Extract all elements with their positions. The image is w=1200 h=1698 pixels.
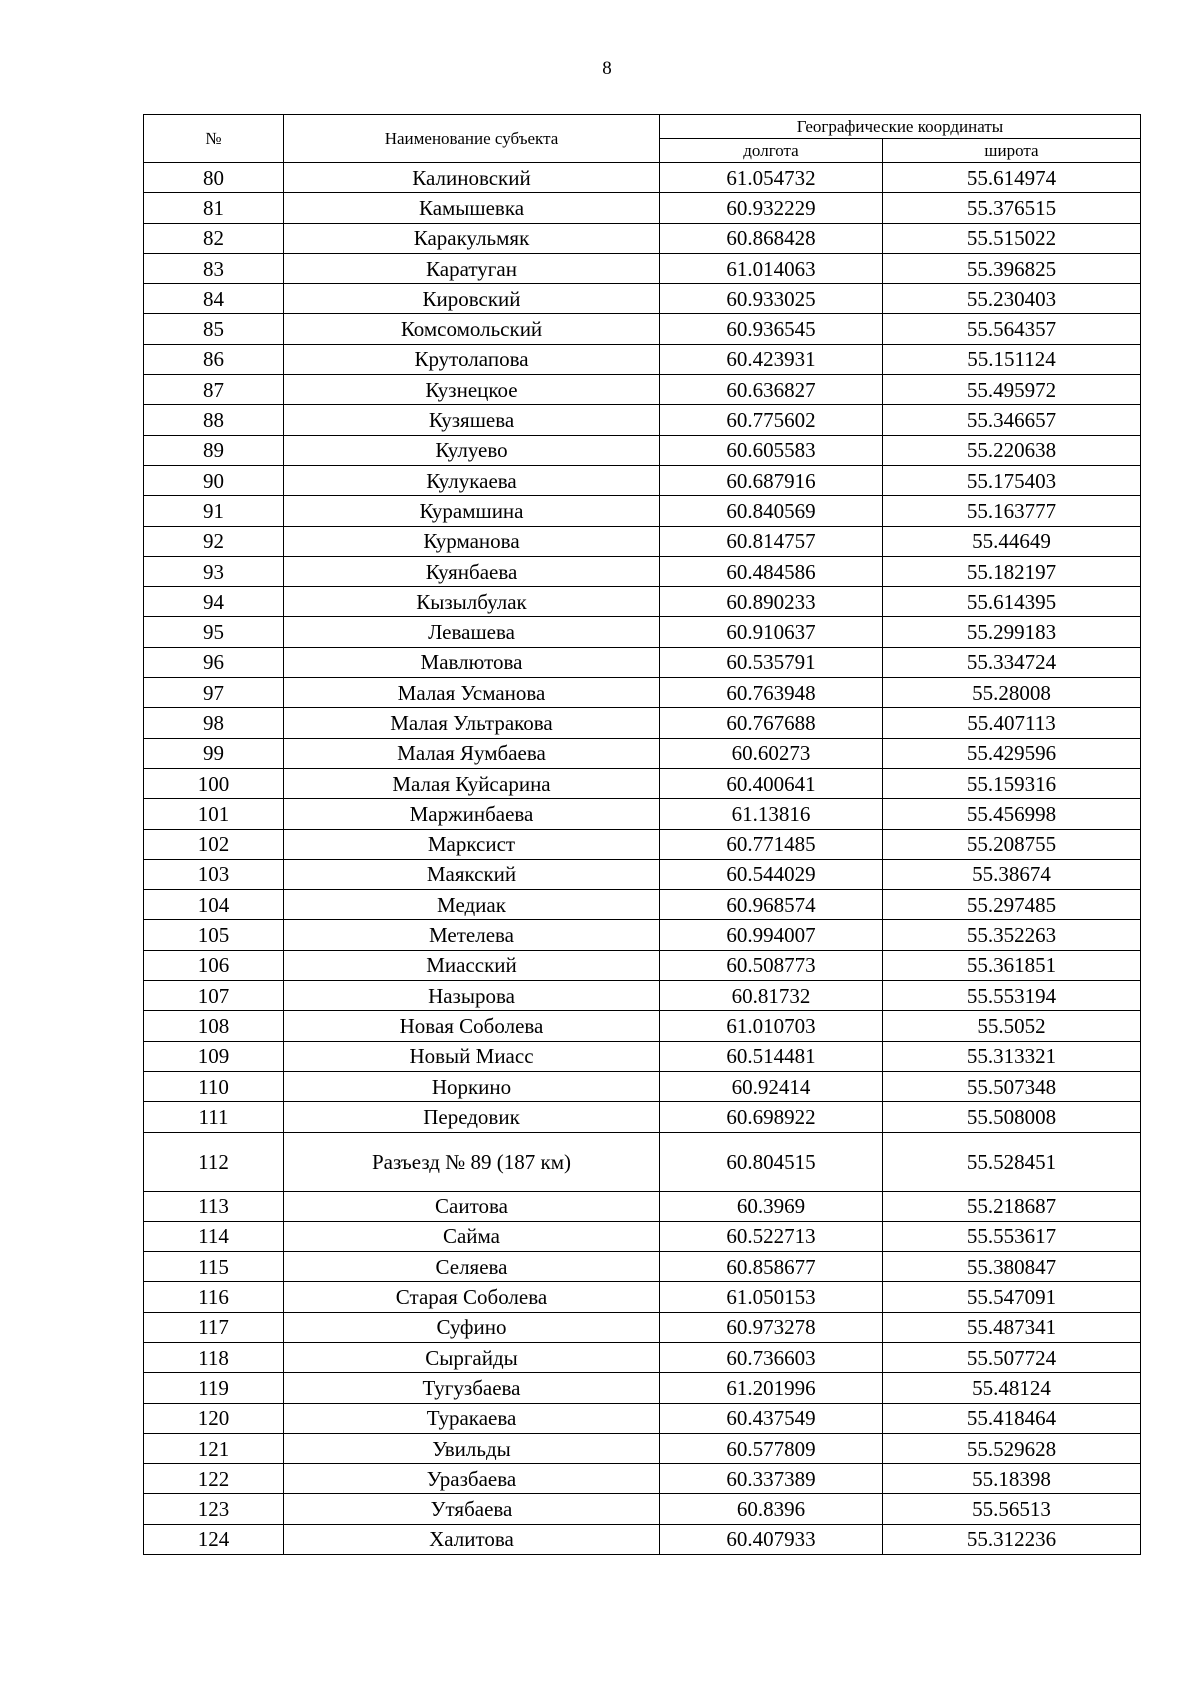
table-row [144, 526, 1141, 556]
cell-name: Мавлютова [284, 647, 660, 677]
table-row [144, 950, 1141, 980]
cell-number: 89 [144, 435, 284, 465]
cell-longitude: 60.910637 [660, 617, 883, 647]
cell-latitude: 55.507724 [883, 1342, 1141, 1372]
table-row [144, 1312, 1141, 1342]
table-row [144, 1191, 1141, 1221]
cell-number: 105 [144, 920, 284, 950]
cell-number: 112 [144, 1132, 284, 1191]
cell-number: 94 [144, 587, 284, 617]
cell-latitude: 55.48124 [883, 1373, 1141, 1403]
cell-latitude: 55.614974 [883, 163, 1141, 193]
table-row [144, 1464, 1141, 1494]
cell-number: 90 [144, 465, 284, 495]
cell-longitude: 60.968574 [660, 890, 883, 920]
cell-number: 91 [144, 496, 284, 526]
cell-name: Кузнецкое [284, 375, 660, 405]
cell-latitude: 55.487341 [883, 1312, 1141, 1342]
cell-longitude: 60.890233 [660, 587, 883, 617]
table-row [144, 1524, 1141, 1554]
header-name: Наименование субъекта [284, 115, 660, 163]
table-row [144, 890, 1141, 920]
cell-latitude: 55.175403 [883, 465, 1141, 495]
cell-name: Курманова [284, 526, 660, 556]
table-row [144, 920, 1141, 950]
table-row [144, 405, 1141, 435]
cell-number: 110 [144, 1071, 284, 1101]
table-row [144, 799, 1141, 829]
cell-longitude: 60.522713 [660, 1221, 883, 1251]
cell-name: Передовик [284, 1102, 660, 1132]
table-row [144, 1403, 1141, 1433]
cell-latitude: 55.396825 [883, 253, 1141, 283]
cell-number: 98 [144, 708, 284, 738]
cell-number: 109 [144, 1041, 284, 1071]
cell-name: Камышевка [284, 193, 660, 223]
cell-number: 107 [144, 981, 284, 1011]
cell-longitude: 60.840569 [660, 496, 883, 526]
cell-name: Маржинбаева [284, 799, 660, 829]
cell-name: Каракульмяк [284, 223, 660, 253]
cell-latitude: 55.5052 [883, 1011, 1141, 1041]
cell-name: Утябаева [284, 1494, 660, 1524]
cell-latitude: 55.495972 [883, 375, 1141, 405]
cell-name: Левашева [284, 617, 660, 647]
cell-longitude: 61.010703 [660, 1011, 883, 1041]
cell-number: 81 [144, 193, 284, 223]
header-latitude: широта [883, 139, 1141, 163]
cell-number: 108 [144, 1011, 284, 1041]
cell-name: Куянбаева [284, 556, 660, 586]
cell-longitude: 60.767688 [660, 708, 883, 738]
table-row [144, 496, 1141, 526]
cell-latitude: 55.28008 [883, 678, 1141, 708]
table-row [144, 708, 1141, 738]
cell-name: Кулукаева [284, 465, 660, 495]
cell-number: 92 [144, 526, 284, 556]
cell-number: 99 [144, 738, 284, 768]
cell-latitude: 55.508008 [883, 1102, 1141, 1132]
cell-name: Разъезд № 89 (187 км) [284, 1132, 660, 1191]
table-row [144, 587, 1141, 617]
cell-number: 124 [144, 1524, 284, 1554]
table-row [144, 314, 1141, 344]
cell-latitude: 55.553617 [883, 1221, 1141, 1251]
cell-longitude: 60.763948 [660, 678, 883, 708]
cell-name: Халитова [284, 1524, 660, 1554]
cell-number: 103 [144, 859, 284, 889]
coordinates-table [143, 114, 1141, 1555]
cell-name: Туракаева [284, 1403, 660, 1433]
cell-latitude: 55.163777 [883, 496, 1141, 526]
cell-longitude: 60.535791 [660, 647, 883, 677]
cell-longitude: 60.484586 [660, 556, 883, 586]
cell-longitude: 60.814757 [660, 526, 883, 556]
cell-number: 120 [144, 1403, 284, 1433]
cell-number: 116 [144, 1282, 284, 1312]
table-row [144, 678, 1141, 708]
cell-longitude: 61.201996 [660, 1373, 883, 1403]
cell-longitude: 61.050153 [660, 1282, 883, 1312]
table-row [144, 617, 1141, 647]
cell-name: Крутолапова [284, 344, 660, 374]
cell-number: 119 [144, 1373, 284, 1403]
cell-longitude: 60.775602 [660, 405, 883, 435]
cell-longitude: 60.514481 [660, 1041, 883, 1071]
cell-longitude: 60.577809 [660, 1433, 883, 1463]
cell-longitude: 60.423931 [660, 344, 883, 374]
cell-latitude: 55.361851 [883, 950, 1141, 980]
cell-longitude: 60.687916 [660, 465, 883, 495]
cell-name: Малая Яумбаева [284, 738, 660, 768]
cell-number: 104 [144, 890, 284, 920]
header-number: № [144, 115, 284, 163]
cell-latitude: 55.313321 [883, 1041, 1141, 1071]
cell-name: Миасский [284, 950, 660, 980]
cell-longitude: 60.933025 [660, 284, 883, 314]
cell-name: Норкино [284, 1071, 660, 1101]
cell-number: 118 [144, 1342, 284, 1372]
cell-latitude: 55.18398 [883, 1464, 1141, 1494]
cell-name: Сыргайды [284, 1342, 660, 1372]
cell-number: 122 [144, 1464, 284, 1494]
cell-latitude: 55.418464 [883, 1403, 1141, 1433]
cell-latitude: 55.380847 [883, 1252, 1141, 1282]
cell-name: Маякский [284, 859, 660, 889]
cell-latitude: 55.352263 [883, 920, 1141, 950]
cell-latitude: 55.553194 [883, 981, 1141, 1011]
table-row [144, 223, 1141, 253]
table-row [144, 1373, 1141, 1403]
cell-number: 93 [144, 556, 284, 586]
cell-name: Кировский [284, 284, 660, 314]
cell-longitude: 60.994007 [660, 920, 883, 950]
cell-latitude: 55.515022 [883, 223, 1141, 253]
cell-name: Назырова [284, 981, 660, 1011]
table-row [144, 556, 1141, 586]
table-row [144, 435, 1141, 465]
table-row [144, 859, 1141, 889]
cell-longitude: 60.636827 [660, 375, 883, 405]
cell-number: 111 [144, 1102, 284, 1132]
cell-latitude: 55.297485 [883, 890, 1141, 920]
cell-name: Малая Куйсарина [284, 768, 660, 798]
cell-longitude: 60.60273 [660, 738, 883, 768]
table-header [144, 115, 1141, 163]
header-coords-group: Географические координаты [660, 115, 1141, 139]
cell-longitude: 60.337389 [660, 1464, 883, 1494]
table-row [144, 465, 1141, 495]
cell-name: Увильды [284, 1433, 660, 1463]
table-row [144, 1132, 1141, 1191]
cell-number: 101 [144, 799, 284, 829]
cell-name: Суфино [284, 1312, 660, 1342]
cell-longitude: 60.407933 [660, 1524, 883, 1554]
cell-longitude: 61.014063 [660, 253, 883, 283]
cell-latitude: 55.182197 [883, 556, 1141, 586]
table-row [144, 1221, 1141, 1251]
cell-number: 85 [144, 314, 284, 344]
cell-latitude: 55.507348 [883, 1071, 1141, 1101]
cell-latitude: 55.56513 [883, 1494, 1141, 1524]
table-row [144, 1252, 1141, 1282]
cell-name: Комсомольский [284, 314, 660, 344]
table-body [144, 163, 1141, 1555]
cell-latitude: 55.407113 [883, 708, 1141, 738]
cell-number: 95 [144, 617, 284, 647]
cell-name: Калиновский [284, 163, 660, 193]
cell-latitude: 55.529628 [883, 1433, 1141, 1463]
cell-name: Саитова [284, 1191, 660, 1221]
table-row [144, 647, 1141, 677]
cell-name: Новый Миасс [284, 1041, 660, 1071]
table-row [144, 1041, 1141, 1071]
cell-latitude: 55.38674 [883, 859, 1141, 889]
cell-name: Тугузбаева [284, 1373, 660, 1403]
table-row [144, 1011, 1141, 1041]
cell-name: Медиак [284, 890, 660, 920]
cell-name: Старая Соболева [284, 1282, 660, 1312]
cell-number: 114 [144, 1221, 284, 1251]
cell-latitude: 55.528451 [883, 1132, 1141, 1191]
cell-longitude: 60.8396 [660, 1494, 883, 1524]
cell-longitude: 60.868428 [660, 223, 883, 253]
cell-number: 115 [144, 1252, 284, 1282]
cell-name: Сайма [284, 1221, 660, 1251]
cell-latitude: 55.159316 [883, 768, 1141, 798]
cell-longitude: 60.508773 [660, 950, 883, 980]
cell-number: 100 [144, 768, 284, 798]
cell-longitude: 61.13816 [660, 799, 883, 829]
cell-name: Каратуган [284, 253, 660, 283]
cell-longitude: 60.736603 [660, 1342, 883, 1372]
table-row [144, 981, 1141, 1011]
cell-longitude: 60.932229 [660, 193, 883, 223]
cell-latitude: 55.151124 [883, 344, 1141, 374]
cell-number: 106 [144, 950, 284, 980]
cell-longitude: 60.81732 [660, 981, 883, 1011]
table-row [144, 193, 1141, 223]
cell-number: 121 [144, 1433, 284, 1463]
cell-latitude: 55.44649 [883, 526, 1141, 556]
cell-name: Курамшина [284, 496, 660, 526]
table-row [144, 829, 1141, 859]
cell-longitude: 60.92414 [660, 1071, 883, 1101]
cell-longitude: 60.804515 [660, 1132, 883, 1191]
cell-latitude: 55.346657 [883, 405, 1141, 435]
cell-number: 87 [144, 375, 284, 405]
cell-name: Селяева [284, 1252, 660, 1282]
cell-latitude: 55.299183 [883, 617, 1141, 647]
cell-number: 88 [144, 405, 284, 435]
cell-longitude: 60.437549 [660, 1403, 883, 1433]
cell-longitude: 60.698922 [660, 1102, 883, 1132]
cell-number: 80 [144, 163, 284, 193]
cell-name: Новая Соболева [284, 1011, 660, 1041]
table-row [144, 163, 1141, 193]
cell-number: 83 [144, 253, 284, 283]
cell-name: Уразбаева [284, 1464, 660, 1494]
header-longitude: долгота [660, 139, 883, 163]
cell-name: Кулуево [284, 435, 660, 465]
cell-name: Метелева [284, 920, 660, 950]
cell-latitude: 55.230403 [883, 284, 1141, 314]
table-row [144, 738, 1141, 768]
table-row [144, 768, 1141, 798]
table-row [144, 1282, 1141, 1312]
cell-latitude: 55.208755 [883, 829, 1141, 859]
cell-number: 96 [144, 647, 284, 677]
table-row [144, 1433, 1141, 1463]
table-row [144, 253, 1141, 283]
cell-latitude: 55.218687 [883, 1191, 1141, 1221]
cell-latitude: 55.547091 [883, 1282, 1141, 1312]
table-row [144, 1102, 1141, 1132]
table-row [144, 1494, 1141, 1524]
cell-number: 102 [144, 829, 284, 859]
cell-number: 82 [144, 223, 284, 253]
table-row [144, 1071, 1141, 1101]
cell-number: 86 [144, 344, 284, 374]
cell-latitude: 55.334724 [883, 647, 1141, 677]
cell-latitude: 55.312236 [883, 1524, 1141, 1554]
table-row [144, 375, 1141, 405]
cell-name: Марксист [284, 829, 660, 859]
cell-name: Малая Ультракова [284, 708, 660, 738]
cell-longitude: 60.3969 [660, 1191, 883, 1221]
cell-longitude: 60.973278 [660, 1312, 883, 1342]
cell-longitude: 60.771485 [660, 829, 883, 859]
cell-number: 123 [144, 1494, 284, 1524]
cell-latitude: 55.376515 [883, 193, 1141, 223]
cell-latitude: 55.564357 [883, 314, 1141, 344]
cell-latitude: 55.456998 [883, 799, 1141, 829]
cell-number: 117 [144, 1312, 284, 1342]
cell-name: Кызылбулак [284, 587, 660, 617]
cell-longitude: 60.400641 [660, 768, 883, 798]
cell-longitude: 60.936545 [660, 314, 883, 344]
cell-longitude: 60.858677 [660, 1252, 883, 1282]
cell-number: 84 [144, 284, 284, 314]
cell-latitude: 55.429596 [883, 738, 1141, 768]
cell-number: 113 [144, 1191, 284, 1221]
page-number: 8 [602, 58, 612, 79]
cell-name: Кузяшева [284, 405, 660, 435]
table-row [144, 344, 1141, 374]
cell-latitude: 55.614395 [883, 587, 1141, 617]
table-row [144, 284, 1141, 314]
cell-name: Малая Усманова [284, 678, 660, 708]
cell-longitude: 60.605583 [660, 435, 883, 465]
cell-longitude: 61.054732 [660, 163, 883, 193]
cell-latitude: 55.220638 [883, 435, 1141, 465]
table-row [144, 1342, 1141, 1372]
cell-number: 97 [144, 678, 284, 708]
cell-longitude: 60.544029 [660, 859, 883, 889]
